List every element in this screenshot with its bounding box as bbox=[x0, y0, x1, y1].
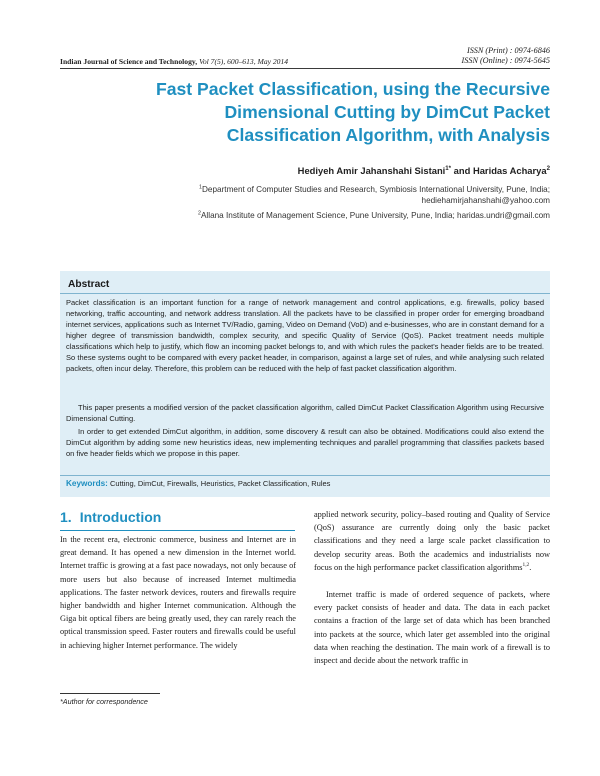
affiliation-1-marker: 1 bbox=[199, 184, 202, 191]
intro-right-paragraph-2: Internet traffic is made of ordered sequence of packets, where every packet consists of header and data. The data in each packet contains a fraction of the large set of data which has been branched into packets at the source, which later get assembled into the original data when reaching the destination. The main work of a firewall is to inspect and decide about the network traffic in bbox=[314, 590, 550, 666]
intro-right-paragraph-1-text: applied network security, policy–based routing and Quality of Service (QoS) assurance are currently doing only the basic packet classifications and they need a large scale packet classification to develop security areas. Both the academics and industrialists now focus on the high performance packet classification algorithms bbox=[314, 510, 550, 572]
section-heading bbox=[60, 509, 161, 525]
journal-citation bbox=[60, 57, 288, 66]
author-conjunction: and bbox=[451, 165, 473, 176]
citation-marker: 1,2 bbox=[522, 562, 530, 569]
abstract-paragraph-3: In order to get extended DimCut algorithm, in addition, some discovery & result can also be obtained. Modifications could also extend the DimCut algorithm by adding some new heuristics ideas, new implementing techniques and parallel programming that classifies packets based on five header fields which we propose in this paper. bbox=[66, 427, 544, 458]
journal-volume: Vol 7(5), 600–613, May 2014 bbox=[199, 57, 289, 66]
author-1-marker: 1* bbox=[445, 164, 452, 172]
affiliation-1 bbox=[199, 184, 550, 206]
issn-print: ISSN (Print) : 0974-6846 bbox=[466, 46, 550, 55]
intro-right-paragraph-1-end: . bbox=[529, 562, 532, 572]
keywords-label: Keywords: bbox=[66, 479, 108, 488]
paper-title bbox=[90, 78, 550, 147]
section-rule bbox=[60, 530, 295, 531]
section-title: Introduction bbox=[79, 509, 162, 525]
section-number: 1. bbox=[60, 509, 72, 525]
intro-right-paragraph-1 bbox=[314, 508, 550, 574]
abstract-rule bbox=[60, 293, 550, 294]
header-rule bbox=[60, 68, 550, 69]
title-line-3: Classification Algorithm, with Analysis bbox=[226, 125, 550, 145]
author-2: Haridas Acharya bbox=[472, 165, 547, 176]
author-1: Hediyeh Amir Jahanshahi Sistani bbox=[297, 165, 446, 176]
abstract-paragraph-2: This paper presents a modified version of the packet classification algorithm, called DimCut Packet Classification Algorithm using Recursive Dimensional Cutting. bbox=[66, 403, 544, 423]
footnote-rule bbox=[60, 693, 160, 694]
title-line-2: Dimensional Cutting by DimCut Packet bbox=[224, 102, 550, 122]
keywords-line bbox=[66, 479, 330, 488]
affiliation-2-marker: 2 bbox=[198, 210, 201, 217]
issn-online: ISSN (Online) : 0974-5645 bbox=[461, 56, 550, 65]
keywords-rule bbox=[60, 475, 550, 476]
affiliation-1-email[interactable]: hediehamirjahanshahi@yahoo.com bbox=[421, 196, 550, 205]
affiliation-1-text: Department of Computer Studies and Research, Symbiosis International University, Pune, India; bbox=[202, 185, 550, 194]
journal-name: Indian Journal of Science and Technology, bbox=[60, 57, 198, 66]
abstract-paragraph-1: Packet classification is an important function for a range of network management and control applications, e.g. firewalls, policy based networking, traffic accounting, and network address translation. All the packets have to be classified in proper order for emerging broadband internet services, applications such as Internet TV/Radio, gaming, Video on Demand (VoD) and e-businesses, who are in constant demand for a higher degree of transmission bandwidth, complex security, and specific Quality of Service (QoS). Packet treatment needs multiple classifications which help to justify, which flow an incoming packet belongs to, and with which rules the packet's header fields are to be treated. So these systems ought to be compared with every packet header, in comparison, against a large set of rules, and while analysing such related packets, often incur delay. Therefore, this problem can be reduced with the help of fast packet classification algorithm. bbox=[66, 298, 544, 373]
affiliation-2-text: Allana Institute of Management Science, Pune University, Pune, India; haridas.undri@gmail.com bbox=[200, 211, 550, 220]
title-line-1: Fast Packet Classification, using the Recursive bbox=[155, 79, 550, 99]
affiliation-2 bbox=[198, 210, 550, 221]
footnote: *Author for correspondence bbox=[60, 697, 148, 706]
author-list bbox=[298, 165, 550, 176]
intro-left-paragraph: In the recent era, electronic commerce, business and Internet are in great demand. It has opened a new dimension in the Internet world. Internet traffic is growing at a fast pace nowadays, not only because of more users but also because of increased Internet multimedia applications. The faster network devices, routers and firewalls require higher bandwidth and higher Internet communication. Although the Giga bit optical fibers are being greatly used, they can rarely reach the optical transmission speed. Faster routers and firewalls could be useful in achieving higher Internet performance. The widely bbox=[60, 535, 296, 650]
author-2-marker: 2 bbox=[546, 164, 550, 172]
issn-block bbox=[462, 46, 550, 66]
abstract-heading: Abstract bbox=[68, 279, 110, 290]
keywords-text: Cutting, DimCut, Firewalls, Heuristics, Packet Classification, Rules bbox=[107, 479, 331, 488]
